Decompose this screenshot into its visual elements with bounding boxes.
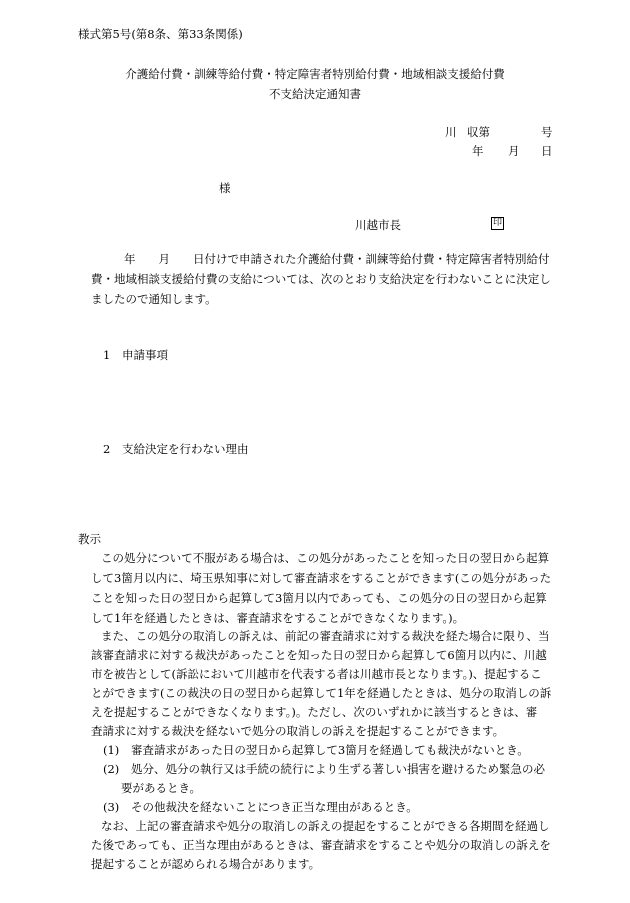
notice-line: 査請求に対する裁決を経ないで処分の取消しの訴えを提起することができます。 — [91, 724, 505, 738]
notice-line: 提起することが認められる場合があります。 — [91, 857, 321, 871]
notice-line: えを提起することができなくなります。)。ただし、次のいずれかに該当するときは、審 — [91, 705, 538, 719]
notice-line: また、この処分の取消しの訴えは、前記の審査請求に対する裁決を経た場合に限り、当 — [101, 629, 550, 643]
notice-line: ことを知った日の翌日から起算して3箇月以内であっても、この処分の日の翌日から起算 — [91, 591, 547, 605]
notice-line: 市を被告として(訴訟において川越市を代表する者は川越市長となります。)、提起するこ — [91, 667, 542, 681]
date-day: 日 — [541, 144, 553, 158]
document-subtitle: 不支給決定通知書 — [269, 87, 361, 101]
case-number: (1) — [103, 743, 120, 757]
date-month: 月 — [508, 144, 520, 158]
item-number: 2 — [103, 442, 111, 456]
document-title: 介護給付費・訓練等給付費・特定障害者特別給付費・地域相談支援給付費 — [125, 67, 505, 81]
notice-line: 該審査請求に対する裁決があったことを知った日の翌日から起算して6箇月以内に、川越 — [91, 648, 547, 662]
item-number: 1 — [103, 348, 111, 362]
notice-line: なお、上記の審査請求や処分の取消しの訴えの提起をすることができる各期間を経過し — [101, 819, 550, 833]
case-number: (3) — [103, 800, 120, 814]
notice-line: た後であっても、正当な理由があるときは、審査請求をすることや処分の取消しの訴えを — [91, 838, 551, 852]
doc-no-mid: 収第 — [467, 125, 490, 139]
case-text: 要があるとき。 — [121, 781, 202, 795]
notice-line: この処分について不服がある場合は、この処分があったことを知った日の翌日から起算 — [101, 551, 550, 565]
sender: 川越市長 — [355, 218, 401, 232]
case-text: 審査請求があった日の翌日から起算して3箇月を経過しても裁決がないとき。 — [131, 743, 529, 757]
case-text: 処分、処分の執行又は手続の続行により生ずる著しい損害を避けるため緊急の必 — [131, 762, 545, 776]
seal-mark: 印 — [492, 218, 502, 228]
doc-no-prefix: 川 — [445, 125, 457, 139]
notice-line: して1年を経過したときは、審査請求をすることができなくなります。)。 — [91, 611, 465, 625]
form-number: 様式第5号(第8条、第33条関係) — [78, 27, 243, 41]
notice-line: して3箇月以内に、埼玉県知事に対して審査請求をすることができます(この処分があった — [91, 571, 552, 585]
item-label: 申請事項 — [122, 348, 168, 362]
body-line: 年 月 日付けで申請された介護給付費・訓練等給付費・特定障害者特別給付 — [124, 252, 550, 266]
case-text: その他裁決を経ないことにつき正当な理由があるとき。 — [131, 800, 418, 814]
doc-no-suffix: 号 — [541, 125, 553, 139]
addressee: 様 — [219, 181, 231, 195]
notice-line: とができます(この裁決の日の翌日から起算して1年を経過したときは、処分の取消しの訴 — [91, 686, 552, 700]
body-line: 費・地域相談支援給付費の支給については、次のとおり支給決定を行わないことに決定し — [91, 272, 551, 286]
body-line: ましたので通知します。 — [91, 292, 217, 306]
case-number: (2) — [103, 762, 120, 776]
item-label: 支給決定を行わない理由 — [122, 442, 249, 456]
notice-heading: 教示 — [78, 532, 101, 546]
date-year: 年 — [472, 144, 484, 158]
